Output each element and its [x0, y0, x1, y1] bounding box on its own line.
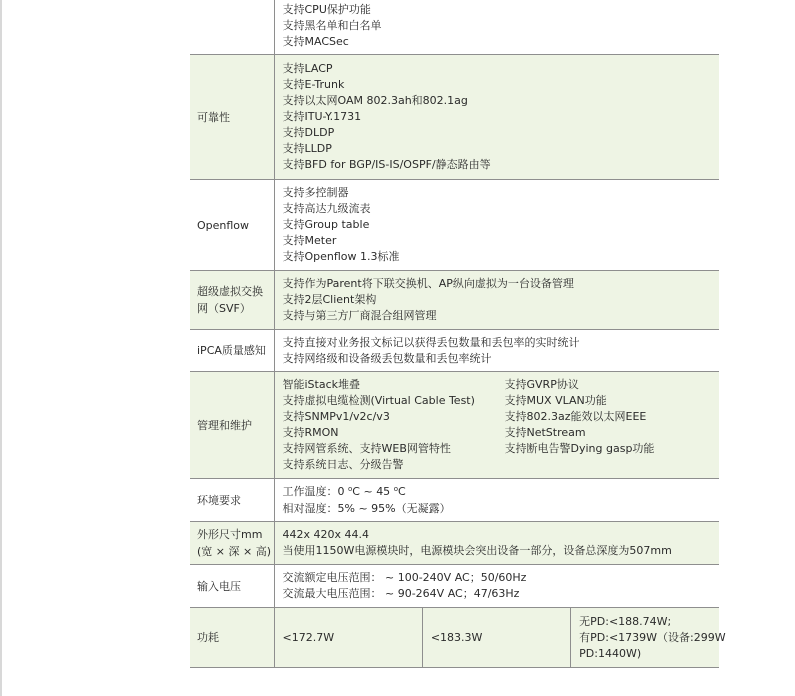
spec-item: 支持SNMPv1/v2c/v3 [282, 410, 390, 423]
dimensions-label-line1: 外形尺寸mm [197, 528, 263, 541]
spec-table [190, 0, 726, 668]
dimensions-values [274, 522, 719, 565]
dimensions-row [190, 522, 719, 565]
spec-item: 支持与第三方厂商混合组网管理 [282, 309, 437, 322]
spec-item: 支持网络级和设备级丢包数量和丢包率统计 [282, 351, 492, 365]
degree-mark: o [393, 484, 398, 493]
dimensions-label [190, 522, 274, 565]
ipca-label: iPCA质量感知 [190, 330, 274, 372]
spec-item: 支持多控制器 [282, 186, 349, 199]
spec-item: 支持MUX VLAN功能 [504, 394, 607, 407]
reliability-values [274, 55, 719, 180]
spec-item: 智能iStack堆叠 [282, 378, 361, 391]
svf-label [190, 271, 274, 330]
degree-mark: o [348, 484, 353, 493]
management-row [190, 372, 719, 479]
spec-item: 支持GVRP协议 [504, 378, 579, 391]
environment-row [190, 479, 719, 522]
temp-suffix: C [397, 484, 406, 498]
max-voltage: 交流最大电压范围： ~ 90-264V AC；47/63Hz [282, 587, 520, 600]
svf-label-line1: 超级虚拟交换 [197, 285, 263, 298]
spec-item: 支持作为Parent将下联交换机、AP纵向虚拟为一台设备管理 [282, 277, 574, 290]
management-values [274, 372, 719, 479]
spec-item: 支持以太网OAM 802.3ah和802.1ag [282, 94, 468, 107]
spec-item: 支持系统日志、分级告警 [282, 458, 404, 471]
reliability-label: 可靠性 [190, 55, 274, 180]
power-col-2: <183.3W [422, 608, 570, 668]
spec-item: 支持网管系统、支持WEB网管特性 [282, 442, 451, 455]
spec-item: 支持LACP [282, 62, 333, 75]
svf-label-line2: 网（SVF） [197, 302, 251, 315]
management-label: 管理和维护 [190, 372, 274, 479]
dimensions-label-line2: (宽 × 深 × 高) [197, 545, 272, 558]
spec-item: 支持E-Trunk [282, 78, 345, 91]
ipca-row [190, 330, 719, 372]
environment-label: 环境要求 [190, 479, 274, 522]
ipca-values [274, 330, 719, 372]
spec-item: 支持LLDP [282, 142, 332, 155]
spec-item: 支持Meter [282, 234, 337, 247]
spec-item: 支持RMON [282, 426, 339, 439]
power-col-3 [571, 608, 726, 668]
spec-item: 支持MACSec [282, 35, 349, 48]
spec-item: 支持2层Client架构 [282, 293, 377, 306]
power-col-3-line3: PD:1440W) [579, 646, 642, 660]
spec-item: 支持虚拟电缆检测(Virtual Cable Test) [282, 394, 475, 407]
management-columns [283, 377, 720, 473]
management-right-column [505, 377, 720, 473]
openflow-values [274, 180, 719, 271]
spec-item: 支持断电告警Dying gasp功能 [504, 442, 655, 455]
humidity-line: 相对湿度：5% ~ 95%（无凝露） [282, 501, 451, 515]
spec-item: 支持NetStream [504, 426, 586, 439]
power-col-1: <172.7W [274, 608, 422, 668]
power-col-3-line1: 无PD:<188.74W; [579, 614, 672, 628]
security-row [190, 0, 719, 55]
voltage-values [274, 565, 719, 608]
power-label: 功耗 [190, 608, 274, 668]
management-left-column [283, 377, 505, 473]
spec-item: 支持DLDP [282, 126, 335, 139]
power-col-3-line2: 有PD:<1739W（设备:299W [579, 630, 726, 644]
voltage-label: 输入电压 [190, 565, 274, 608]
dimensions-value: 442x 420x 44.4 [282, 528, 369, 541]
temp-mid: C ~ 45 [352, 484, 394, 498]
page-edge [0, 0, 2, 696]
temp-prefix: 工作温度：0 [282, 484, 348, 498]
temperature-line [283, 484, 720, 501]
spec-item: 支持BFD for BGP/IS-IS/OSPF/静态路由等 [282, 158, 491, 171]
spec-item: 支持高达九级流表 [282, 202, 371, 215]
voltage-row [190, 565, 719, 608]
spec-item: 支持CPU保护功能 [282, 3, 371, 16]
svf-values [274, 271, 719, 330]
reliability-row [190, 55, 719, 180]
openflow-label: Openflow [190, 180, 274, 271]
spec-item: 支持Group table [282, 218, 370, 231]
spec-item: 支持ITU-Y.1731 [282, 110, 362, 123]
spec-item: 支持黑名单和白名单 [282, 19, 382, 32]
power-row [190, 608, 719, 668]
environment-values [274, 479, 719, 522]
svf-row [190, 271, 719, 330]
security-values [274, 0, 719, 55]
spec-item: 支持802.3az能效以太网EEE [504, 410, 647, 423]
dimensions-note: 当使用1150W电源模块时，电源模块会突出设备一部分，设备总深度为507mm [282, 544, 672, 557]
openflow-row [190, 180, 719, 271]
rated-voltage: 交流额定电压范围： ~ 100-240V AC；50/60Hz [282, 571, 527, 584]
spec-item: 支持Openflow 1.3标准 [282, 250, 400, 263]
security-label-cell [190, 0, 274, 55]
spec-item: 支持直接对业务报文标记以获得丢包数量和丢包率的实时统计 [282, 335, 580, 349]
